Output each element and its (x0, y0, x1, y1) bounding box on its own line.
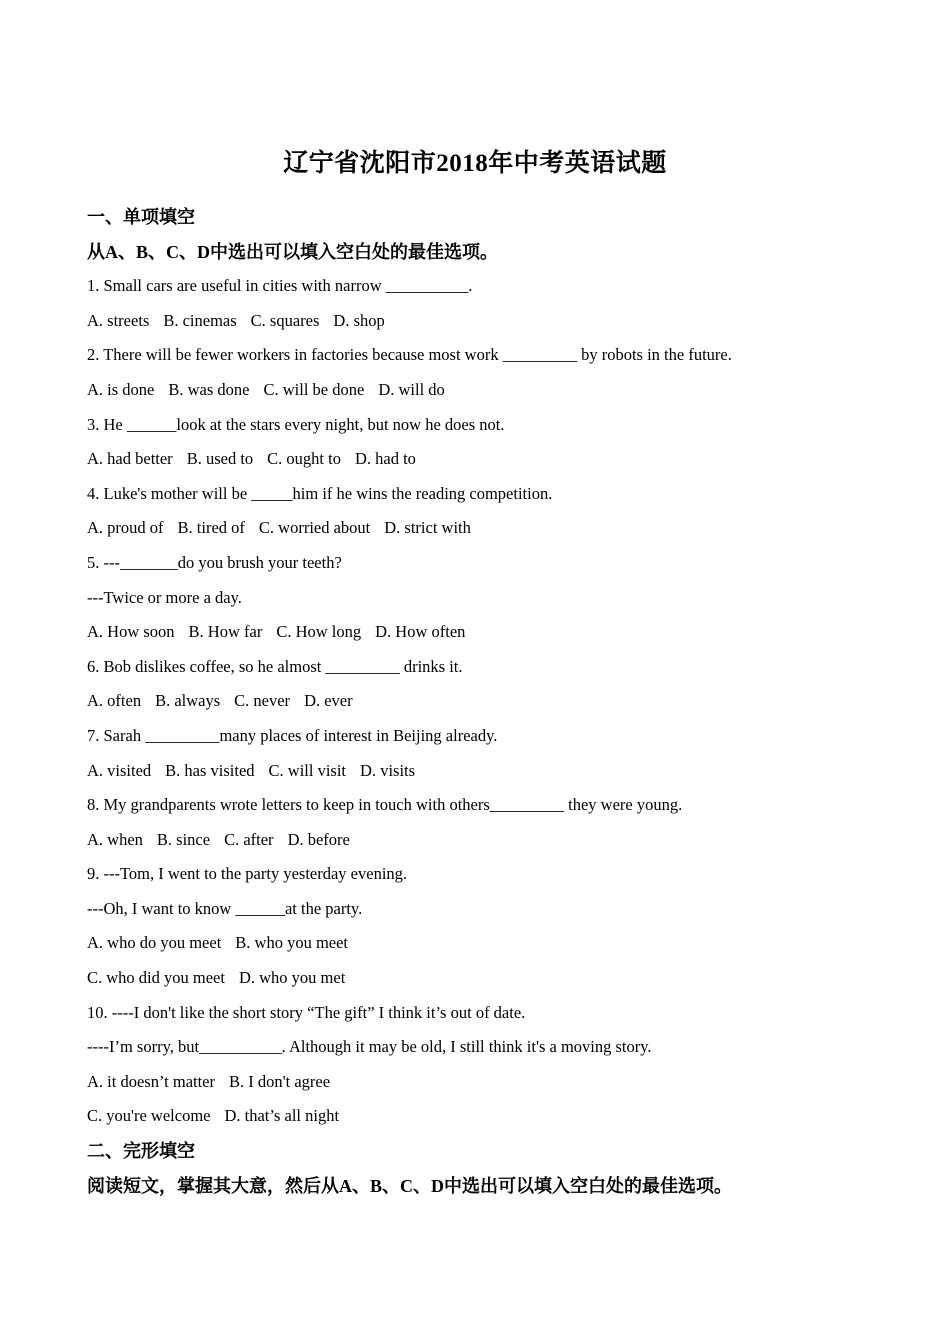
answer-option: D. ever (304, 691, 353, 711)
options-row (87, 961, 887, 996)
question-list (87, 269, 887, 1134)
answer-option: D. had to (354, 449, 416, 469)
answer-option: B. has visited (165, 760, 255, 780)
answer-option: A. often (87, 691, 142, 711)
answer-option: C. you're welcome (87, 1106, 211, 1126)
question-stem: 1. Small cars are useful in cities with narrow __________. (87, 276, 473, 296)
answer-option: D. who you met (238, 968, 346, 988)
question-stem: 7. Sarah _________many places of interest in Beijing already. (87, 725, 498, 745)
question-item (87, 788, 887, 857)
answer-option: B. How far (188, 622, 263, 642)
question-stem: 9. ---Tom, I went to the party yesterday evening. (87, 864, 408, 884)
answer-option: D. before (287, 829, 350, 849)
options-row (87, 373, 887, 408)
options-row (87, 442, 887, 477)
options-row (87, 304, 887, 339)
options-row (87, 1099, 887, 1134)
question-stem: 3. He ______look at the stars every night, but now he does not. (87, 414, 505, 434)
answer-option: C. worried about (258, 518, 371, 538)
question-stem: 8. My grandparents wrote letters to keep in touch with others_________ they were young. (87, 795, 683, 815)
answer-option: C. will visit (268, 760, 347, 780)
question-item (87, 269, 887, 338)
section1-heading: 一、单项填空 (87, 207, 195, 227)
question-stem: 5. ---_______do you brush your teeth? (87, 552, 342, 572)
question-item (87, 650, 887, 719)
options-row (87, 1065, 887, 1100)
answer-option: A. streets (87, 310, 150, 330)
answer-option: B. was done (168, 379, 250, 399)
options-row (87, 615, 887, 650)
exam-content (87, 200, 887, 1203)
question-item (87, 719, 887, 788)
answer-option: A. How soon (87, 622, 175, 642)
answer-option: D. strict with (384, 518, 471, 538)
question-dialogue-line: ---Twice or more a day. (87, 587, 242, 607)
question-dialogue-line: ---Oh, I want to know ______at the party. (87, 898, 363, 918)
question-item (87, 338, 887, 407)
answer-option: B. since (156, 829, 211, 849)
answer-option: C. will be done (263, 379, 365, 399)
answer-option: B. I don't agree (229, 1071, 331, 1091)
answer-option: D. shop (333, 310, 385, 330)
answer-option: D. will do (378, 379, 445, 399)
answer-option: B. used to (186, 449, 254, 469)
question-dialogue-line: ----I’m sorry, but__________. Although it may be old, I still think it's a moving story. (87, 1037, 652, 1057)
question-stem: 4. Luke's mother will be _____him if he wins the reading competition. (87, 483, 553, 503)
answer-option: C. who did you meet (87, 968, 225, 988)
question-stem: 6. Bob dislikes coffee, so he almost _________ drinks it. (87, 656, 463, 676)
options-row (87, 754, 887, 789)
answer-option: A. had better (87, 449, 173, 469)
answer-option: B. cinemas (163, 310, 237, 330)
answer-option: C. ought to (267, 449, 341, 469)
question-item (87, 546, 887, 650)
section2-heading: 二、完形填空 (87, 1141, 195, 1162)
answer-option: A. visited (87, 760, 152, 780)
options-row (87, 684, 887, 719)
options-row (87, 926, 887, 961)
answer-option: B. tired of (177, 518, 245, 538)
answer-option: A. it doesn’t matter (87, 1071, 216, 1091)
answer-option: C. after (224, 829, 274, 849)
question-item (87, 408, 887, 477)
question-item (87, 996, 887, 1134)
section2-instruction: 阅读短文，掌握其大意，然后从A、B、C、D中选出可以填入空白处的最佳选项。 (87, 1175, 732, 1196)
question-item (87, 477, 887, 546)
answer-option: A. proud of (87, 518, 164, 538)
answer-option: B. always (155, 691, 221, 711)
question-item (87, 857, 887, 995)
answer-option: D. that’s all night (224, 1106, 340, 1126)
question-stem: 2. There will be fewer workers in factories because most work _________ by robots in the future. (87, 345, 732, 365)
answer-option: C. never (234, 691, 291, 711)
answer-option: A. when (87, 829, 143, 849)
page-title: 辽宁省沈阳市2018年中考英语试题 (283, 150, 667, 177)
answer-option: D. visits (360, 760, 416, 780)
answer-option: B. who you meet (235, 933, 349, 953)
options-row (87, 823, 887, 858)
answer-option: C. How long (276, 622, 362, 642)
options-row (87, 511, 887, 546)
question-stem: 10. ----I don't like the short story “The gift” I think it’s out of date. (87, 1002, 526, 1022)
section1-instruction: 从A、B、C、D中选出可以填入空白处的最佳选项。 (87, 241, 499, 262)
answer-option: A. is done (87, 379, 155, 399)
answer-option: D. How often (375, 622, 466, 642)
answer-option: A. who do you meet (87, 933, 222, 953)
answer-option: C. squares (250, 310, 320, 330)
